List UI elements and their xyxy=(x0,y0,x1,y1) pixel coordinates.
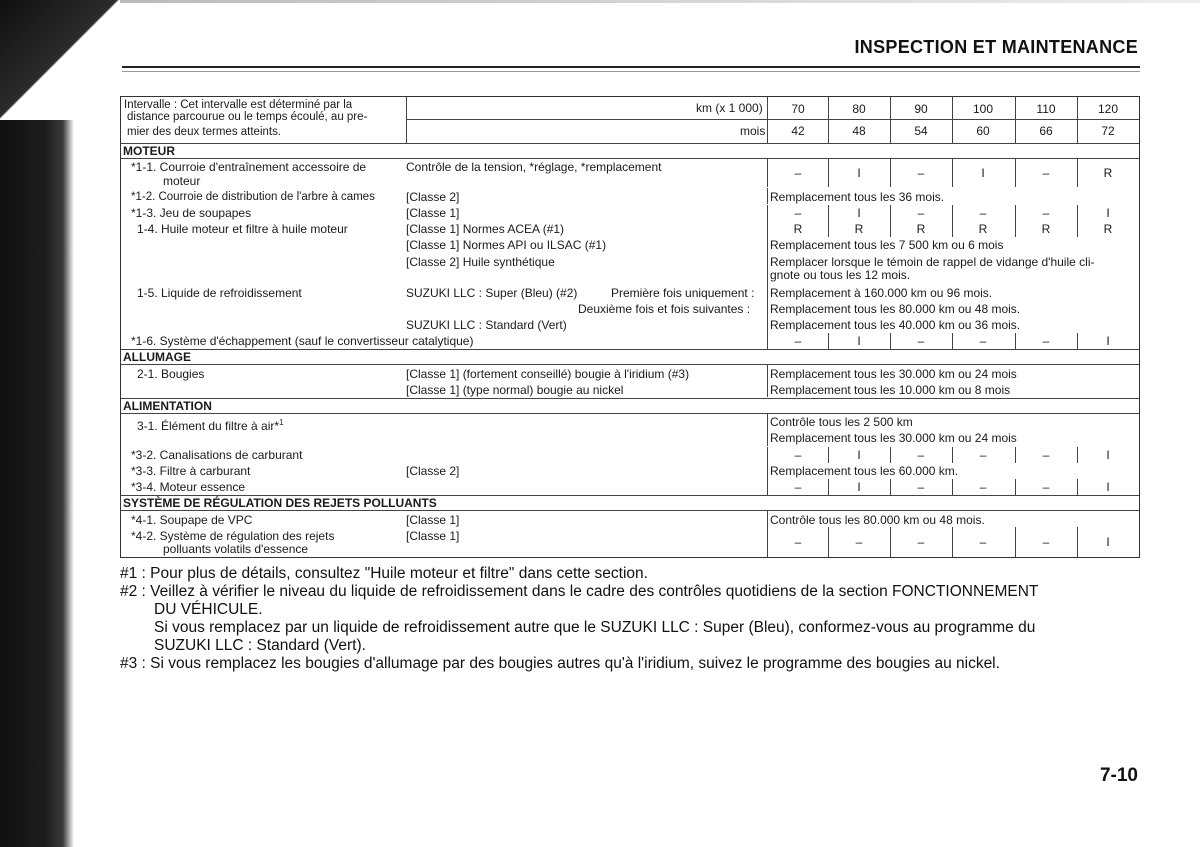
row-interval-text: Remplacement tous les 80.000 km ou 48 mois. xyxy=(770,302,1021,316)
section-regulation: SYSTÈME DE RÉGULATION DES REJETS POLLUANTS xyxy=(123,496,437,510)
interval-mark: – xyxy=(1042,480,1050,494)
col-line xyxy=(767,237,768,285)
col-line xyxy=(828,479,829,495)
col-line xyxy=(1077,479,1078,495)
page-corner-shadow xyxy=(0,0,140,120)
month-value: 48 xyxy=(852,124,866,138)
header-rule-thin xyxy=(122,71,1140,72)
km-label: km (x 1 000) xyxy=(696,101,763,115)
row-condition: [Classe 1] Normes ACEA (#1) xyxy=(406,222,565,236)
interval-mark: I xyxy=(857,206,861,220)
col-line xyxy=(767,285,768,333)
header-mid-line xyxy=(406,119,1139,120)
month-value: 54 xyxy=(914,124,928,138)
interval-mark: – xyxy=(979,206,987,220)
footnote-2-cont: SUZUKI LLC : Standard (Vert). xyxy=(154,637,366,654)
interval-mark: R xyxy=(793,222,803,236)
section-allumage: ALLUMAGE xyxy=(123,350,191,364)
interval-text-line1: Intervalle : Cet intervalle est déterminé par la xyxy=(124,99,353,111)
interval-mark: – xyxy=(917,448,925,462)
row-line xyxy=(121,143,1139,144)
interval-mark: I xyxy=(1106,334,1110,348)
row-label: moteur xyxy=(163,174,201,188)
interval-mark: – xyxy=(917,480,925,494)
interval-mark: – xyxy=(979,535,987,549)
col-line xyxy=(1077,527,1078,557)
row-condition: [Classe 1] xyxy=(406,206,460,220)
row-label: 1-4. Huile moteur et filtre à huile moteur xyxy=(137,222,348,236)
footnote-2: #2 : Veillez à vérifier le niveau du liquide de refroidissement dans le cadre des contrôles quotidiens de la section FONCTIONNEMENT xyxy=(120,583,1039,600)
km-value: 70 xyxy=(791,102,805,116)
row-label: *1-1. Courroie d'entraînement accessoire de xyxy=(131,160,367,174)
col-line xyxy=(767,527,768,557)
row-label: *1-2. Courroie de distribution de l'arbre à cames xyxy=(131,191,375,203)
col-line xyxy=(952,447,953,463)
col-line xyxy=(828,447,829,463)
footnote-2-cont: DU VÉHICULE. xyxy=(154,601,263,618)
interval-mark: R xyxy=(1103,166,1113,180)
page-title: INSPECTION ET MAINTENANCE xyxy=(854,37,1138,57)
row-interval-text: Contrôle tous les 80.000 km ou 48 mois. xyxy=(770,513,985,527)
row-condition: [Classe 2] xyxy=(406,190,460,204)
row-condition: [Classe 1] Normes API ou ILSAC (#1) xyxy=(406,238,607,252)
col-line xyxy=(767,511,768,527)
interval-text-line3: mier des deux termes atteints. xyxy=(127,126,282,138)
interval-mark: I xyxy=(1106,448,1110,462)
row-label: *3-3. Filtre à carburant xyxy=(131,464,251,478)
month-value: 42 xyxy=(791,124,805,138)
row-condition: [Classe 1] (fortement conseillé) bougie à l'iridium (#3) xyxy=(406,367,690,381)
col-line xyxy=(767,479,768,495)
interval-mark: – xyxy=(917,166,925,180)
interval-mark: – xyxy=(979,448,987,462)
interval-mark: – xyxy=(1042,206,1050,220)
row-label: 2-1. Bougies xyxy=(137,367,205,381)
row-line xyxy=(121,158,1139,159)
header-divider xyxy=(406,97,407,143)
interval-mark: – xyxy=(794,480,802,494)
interval-mark: – xyxy=(855,535,863,549)
row-label: polluants volatils d'essence xyxy=(163,542,309,556)
footnote-1: #1 : Pour plus de détails, consultez "Huile moteur et filtre" dans cette section. xyxy=(120,565,648,582)
interval-mark: R xyxy=(1103,222,1113,236)
row-condition: Contrôle de la tension, *réglage, *remplacement xyxy=(406,160,662,174)
row-interval-text: Remplacement tous les 60.000 km. xyxy=(770,464,959,478)
col-line xyxy=(1077,447,1078,463)
row-label: *1-6. Système d'échappement (sauf le convertisseur catalytique) xyxy=(131,334,474,348)
interval-mark: – xyxy=(1042,334,1050,348)
interval-mark: – xyxy=(794,206,802,220)
col-line xyxy=(890,333,891,349)
interval-mark: – xyxy=(1042,535,1050,549)
page-number: 7-10 xyxy=(1099,765,1138,786)
col-line xyxy=(1015,527,1016,557)
col-line xyxy=(767,188,768,204)
row-label: *3-4. Moteur essence xyxy=(131,480,246,494)
row-label: *4-1. Soupape de VPC xyxy=(131,513,253,527)
col-line xyxy=(890,527,891,557)
row-condition: SUZUKI LLC : Super (Bleu) (#2) xyxy=(406,286,578,300)
interval-mark: – xyxy=(794,448,802,462)
row-line xyxy=(121,364,1139,365)
row-interval-text: gnote ou tous les 12 mois. xyxy=(770,268,911,282)
col-line xyxy=(952,479,953,495)
row-condition: Deuxième fois et fois suivantes : xyxy=(578,302,751,316)
row-condition: [Classe 1] xyxy=(406,513,460,527)
interval-mark: I xyxy=(857,166,861,180)
row-interval-text: Remplacement tous les 36 mois. xyxy=(770,190,945,204)
row-label: *4-2. Système de régulation des rejets xyxy=(131,529,335,543)
interval-mark: I xyxy=(1106,535,1110,549)
col-line xyxy=(1015,333,1016,349)
interval-text-line2: distance parcourue ou le temps écoulé, au pre- xyxy=(127,111,368,123)
month-value: 72 xyxy=(1101,124,1115,138)
col-line xyxy=(767,365,768,397)
row-interval-text: Remplacement tous les 10.000 km ou 8 mois xyxy=(770,383,1011,397)
row-line xyxy=(121,510,1139,511)
col-line xyxy=(767,414,768,446)
row-interval-text: Remplacement tous les 7 500 km ou 6 mois xyxy=(770,238,1004,252)
interval-mark: R xyxy=(916,222,926,236)
col-line xyxy=(890,159,891,187)
interval-mark: – xyxy=(794,166,802,180)
interval-mark: – xyxy=(1042,448,1050,462)
col-line xyxy=(767,159,768,187)
col-line xyxy=(767,463,768,479)
row-interval-text: Remplacement à 160.000 km ou 96 mois. xyxy=(770,286,993,300)
km-value: 120 xyxy=(1097,102,1119,116)
section-moteur: MOTEUR xyxy=(123,144,175,158)
row-label: 1-5. Liquide de refroidissement xyxy=(137,286,302,300)
month-value: 66 xyxy=(1039,124,1053,138)
col-line xyxy=(828,527,829,557)
col-line xyxy=(767,333,768,349)
col-line xyxy=(828,159,829,187)
interval-mark: R xyxy=(854,222,864,236)
footnote-2-cont: Si vous remplacez par un liquide de refroidissement autre que le SUZUKI LLC : Super (Bleu), conformez-vous au programme du xyxy=(154,619,1036,636)
page-binding-shadow xyxy=(0,0,74,847)
interval-mark: I xyxy=(981,166,985,180)
col-line xyxy=(1077,159,1078,187)
interval-mark: – xyxy=(917,206,925,220)
km-value: 90 xyxy=(914,102,928,116)
col-line xyxy=(890,447,891,463)
interval-mark: – xyxy=(1042,166,1050,180)
footnote-3: #3 : Si vous remplacez les bougies d'allumage par des bougies autres qu'à l'iridium, suivez le programme des bougies au nickel. xyxy=(120,655,1000,672)
interval-mark: I xyxy=(857,334,861,348)
row-interval-text: Remplacer lorsque le témoin de rappel de vidange d'huile cli- xyxy=(770,255,1095,269)
km-value: 100 xyxy=(972,102,994,116)
row-condition: [Classe 2] xyxy=(406,464,460,478)
interval-mark: – xyxy=(917,334,925,348)
interval-mark: R xyxy=(1041,222,1051,236)
months-label: mois xyxy=(740,124,766,138)
row-label: *1-3. Jeu de soupapes xyxy=(131,206,252,220)
row-condition: [Classe 2] Huile synthétique xyxy=(406,255,555,269)
top-edge xyxy=(120,0,1200,3)
row-label: 3-1. Élément du filtre à air*$^1$ xyxy=(137,418,284,433)
km-value: 110 xyxy=(1036,102,1056,116)
row-line xyxy=(121,398,1139,399)
interval-mark: – xyxy=(794,535,802,549)
row-interval-text: Contrôle tous les 2 500 km xyxy=(770,415,913,429)
col-line xyxy=(1015,159,1016,187)
row-interval-text: Remplacement tous les 40.000 km ou 36 mois. xyxy=(770,318,1021,332)
interval-mark: – xyxy=(917,535,925,549)
interval-mark: R xyxy=(978,222,988,236)
interval-mark: – xyxy=(979,480,987,494)
interval-mark: – xyxy=(979,334,987,348)
section-alimentation: ALIMENTATION xyxy=(123,399,212,413)
interval-mark: – xyxy=(794,334,802,348)
interval-mark: I xyxy=(857,480,861,494)
row-interval-text: Remplacement tous les 30.000 km ou 24 mois xyxy=(770,431,1017,445)
interval-mark: I xyxy=(1106,480,1110,494)
col-line xyxy=(1077,333,1078,349)
row-condition: Première fois uniquement : xyxy=(611,286,755,300)
header-rule xyxy=(122,66,1140,68)
col-line xyxy=(1015,447,1016,463)
col-line xyxy=(952,159,953,187)
col-line xyxy=(952,527,953,557)
col-line xyxy=(828,333,829,349)
row-condition: SUZUKI LLC : Standard (Vert) xyxy=(406,318,567,332)
month-value: 60 xyxy=(976,124,990,138)
interval-mark: I xyxy=(1106,206,1110,220)
col-line xyxy=(890,479,891,495)
col-line xyxy=(952,333,953,349)
row-condition: [Classe 1] xyxy=(406,529,460,543)
row-condition: [Classe 1] (type normal) bougie au nickel xyxy=(406,383,624,397)
row-interval-text: Remplacement tous les 30.000 km ou 24 mois xyxy=(770,367,1017,381)
maintenance-table xyxy=(120,96,1140,558)
row-line xyxy=(121,413,1139,414)
col-line xyxy=(1015,479,1016,495)
col-line xyxy=(767,447,768,463)
row-label: *3-2. Canalisations de carburant xyxy=(131,448,303,462)
km-value: 80 xyxy=(852,102,866,116)
row-line xyxy=(121,349,1139,350)
interval-mark: I xyxy=(857,448,861,462)
